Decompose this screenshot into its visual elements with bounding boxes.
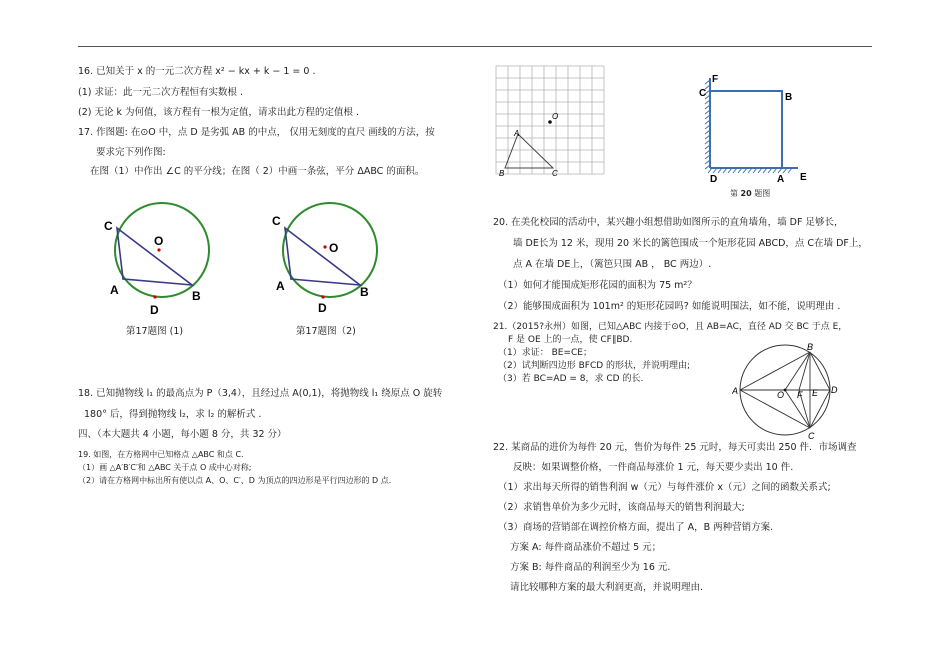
fence-ab-bc bbox=[710, 91, 782, 168]
label-f: F bbox=[712, 74, 719, 85]
q22-line1: 22. 某商品的进价为每件 20 元，售价为每件 25 元时，每天可卖出 250 件．市场调查 bbox=[493, 442, 857, 453]
label-o: O bbox=[777, 390, 785, 400]
q16-line1: 16. 已知关于 x 的一元二次方程 x² − kx + k − 1 = 0 . bbox=[78, 66, 316, 77]
q21-line1: 21.（2015?永州）如图，已知△ABC 内接于⊙O，且 AB=AC，直径 AD 交 BC 于点 E， bbox=[493, 322, 848, 332]
q20-line1: 20. 在美化校园的活动中，某兴趣小组想借助如图所示的直角墙角，墙 DF 足够长， bbox=[493, 217, 844, 228]
q19-line2: （1）画 △A′B′C′和 △ABC 关于点 O 成中心对称; bbox=[78, 463, 252, 472]
q22-line5: （3）商场的营销部在调控价格方面，提出了 A，B 两种营销方案. bbox=[498, 522, 774, 533]
label-a: A bbox=[276, 279, 285, 293]
q21-line3: （1）求证： BE=CE； bbox=[498, 348, 592, 358]
q17-line3: 在图（1）中作出 ∠C 的平分线；在图（ 2）中画一条弦，平分 ΔABC 的面积。 bbox=[90, 166, 425, 177]
segment-ob bbox=[785, 352, 810, 390]
q20-line3: 点 A 在墙 DE上，（篱笆只围 AB ， BC 两边）. bbox=[513, 259, 712, 270]
q18-line2: 180° 后，得到抛物线 l₂，求 l₂ 的解析式 . bbox=[84, 409, 262, 420]
label-b: B bbox=[192, 289, 201, 303]
fig17-1-caption: 第17题图 (1) bbox=[126, 326, 184, 337]
q22-line3: （1）求出每天所得的销售利润 w（元）与每件涨价 x（元）之间的函数关系式; bbox=[498, 482, 831, 493]
segment-fb bbox=[799, 352, 810, 390]
label-a: A bbox=[777, 174, 785, 185]
segment-bd bbox=[810, 352, 830, 390]
center-o-dot bbox=[784, 389, 787, 392]
fig17-2-caption: 第17题图（2) bbox=[296, 326, 356, 337]
q21-line5: （3）若 BC=AD = 8，求 CD 的长. bbox=[498, 374, 644, 384]
label-o: O bbox=[154, 234, 164, 248]
label-e: E bbox=[812, 388, 819, 398]
fig20-caption: 第 20 题图 bbox=[730, 189, 771, 198]
label-c: C bbox=[272, 214, 281, 228]
q20-line4: （1）如何才能围成矩形花园的面积为 75 m²？ bbox=[498, 280, 697, 291]
label-b: B bbox=[360, 285, 369, 299]
label-b: B bbox=[807, 342, 814, 352]
q22-plan-b: 方案 B: 每件商品的利润至少为 16 元. bbox=[510, 562, 671, 573]
center-dot bbox=[323, 245, 326, 248]
point-d-dot bbox=[321, 295, 324, 298]
label-c: C bbox=[808, 431, 815, 440]
q21-line2: F 是 OE 上的一点，使 CF∥BD. bbox=[508, 335, 633, 345]
segment-ab bbox=[740, 352, 810, 390]
label-b: B bbox=[499, 169, 505, 178]
figure-17-2 bbox=[268, 198, 388, 318]
label-e: E bbox=[800, 172, 807, 183]
q20-line5: （2）能够围成面积为 101m² 的矩形花园吗? 如能说明围法，如不能，说明理由 . bbox=[498, 301, 841, 312]
label-o: O bbox=[329, 241, 339, 255]
label-d: D bbox=[318, 301, 327, 315]
label-o: O bbox=[552, 112, 559, 121]
center-dot bbox=[157, 248, 160, 251]
label-c: C bbox=[104, 219, 113, 233]
point-d-dot bbox=[153, 295, 156, 298]
q22-line4: （2）求销售单价为多少元时，该商品每天的销售利润最大; bbox=[498, 502, 745, 513]
label-d: D bbox=[710, 174, 718, 185]
figure-21 bbox=[732, 340, 838, 440]
label-a: A bbox=[110, 283, 119, 297]
q22-line8: 请比较哪种方案的最大利润更高，并说明理由. bbox=[510, 582, 704, 593]
q16-line2: (1) 求证：此一元二次方程恒有实数根 . bbox=[78, 87, 244, 98]
q19-line1: 19. 如图，在方格网中已知格点 △ABC 和点 C. bbox=[78, 450, 244, 459]
label-a: A bbox=[514, 129, 520, 138]
label-f: F bbox=[797, 390, 803, 400]
label-d: D bbox=[831, 385, 838, 395]
q22-plan-a: 方案 A: 每件商品涨价不超过 5 元； bbox=[510, 542, 662, 553]
label-a: A bbox=[732, 386, 739, 396]
q20-line2: 墙 DE长为 12 米，现用 20 米长的篱笆围成一个矩形花园 ABCD，点 C在墙 DF上， bbox=[513, 238, 868, 249]
header-rule bbox=[78, 46, 872, 47]
label-b: B bbox=[785, 92, 793, 103]
figure-17-1 bbox=[100, 198, 220, 318]
label-d: D bbox=[150, 303, 159, 317]
q16-line3: (2) 无论 k 为何值，该方程有一根为定值，请求出此方程的定值根 . bbox=[78, 107, 360, 118]
triangle-17-2 bbox=[285, 228, 360, 285]
label-c: C bbox=[552, 169, 558, 178]
q18-line1: 18. 已知抛物线 l₁ 的最高点为 P（3,4），且经过点 A(0,1)，将抛物线 l₁ 绕原点 O 旋转 bbox=[78, 388, 443, 399]
label-c: C bbox=[699, 88, 707, 99]
q22-line2: 反映：如果调整价格，一件商品每涨价 1 元，每天要少卖出 10 件. bbox=[513, 462, 794, 473]
figure-19-grid bbox=[494, 64, 610, 182]
section-4-heading: 四、（本大题共 4 小题，每小题 8 分，共 32 分） bbox=[78, 429, 287, 440]
q17-line1: 17. 作图题: 在⊙O 中，点 D 是劣弧 AB 的中点， 仅用无刻度的直尺 画线的方法，按 bbox=[78, 127, 435, 138]
figure-20 bbox=[696, 70, 816, 186]
q17-line2: 要求完下列作图: bbox=[96, 147, 166, 158]
q21-line4: （2）试判断四边形 BFCD 的形状，并说明理由; bbox=[498, 361, 691, 371]
triangle-abc-19 bbox=[505, 134, 553, 168]
q19-line3: （2）请在方格网中标出所有使以点 A、O、C′、D 为顶点的四边形是平行四边形的 D 点. bbox=[78, 476, 392, 485]
